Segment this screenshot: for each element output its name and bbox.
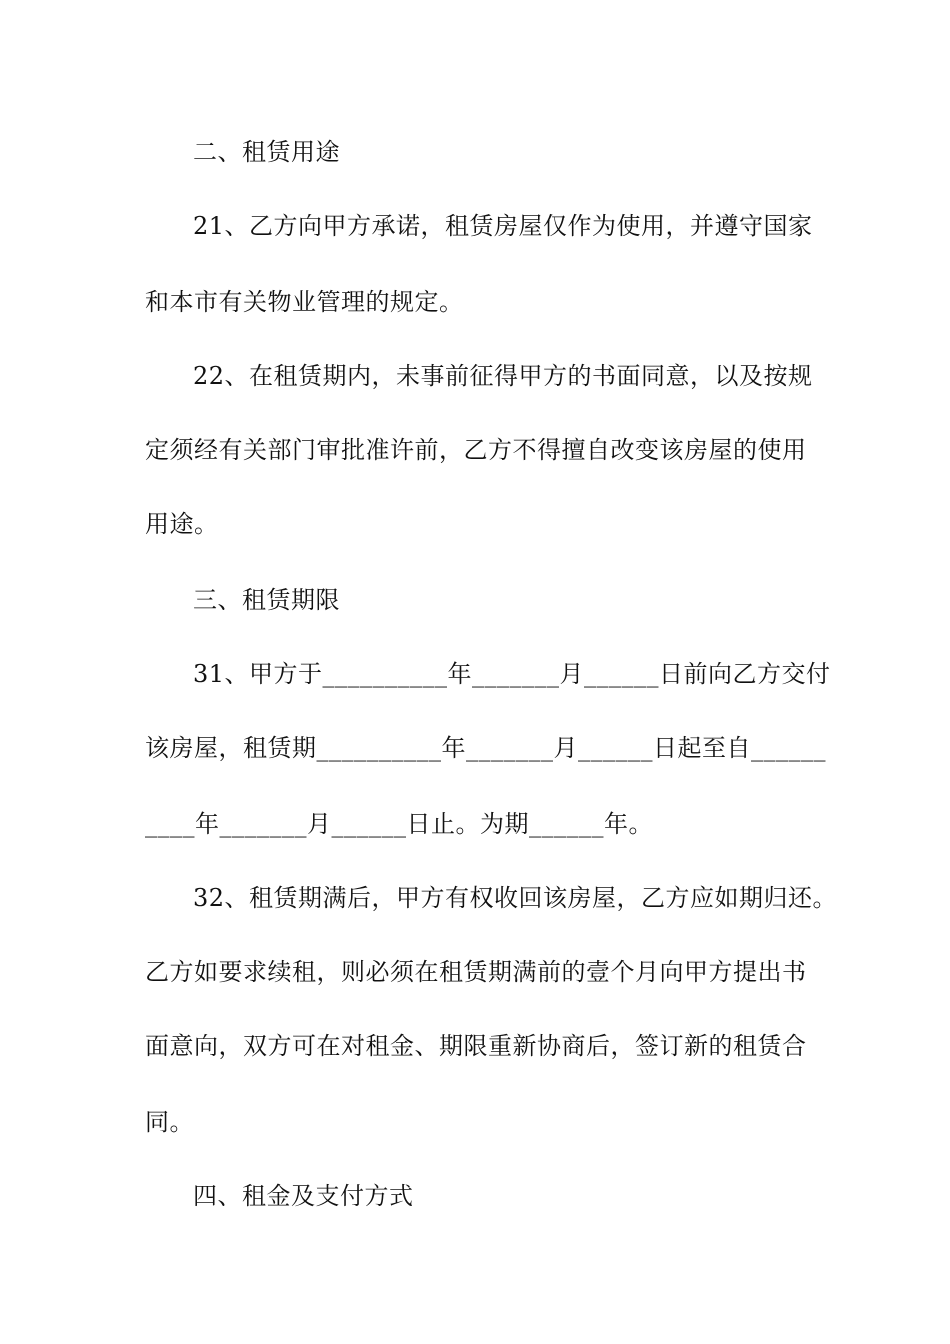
clause-21-line-1: 21、乙方向甲方承诺，租赁房屋仅作为使用，并遵守国家	[193, 212, 813, 240]
clause-31-line-3: ____年_______月______日止。为期______年。	[145, 810, 653, 838]
clause-32-line-4: 同。	[145, 1108, 194, 1136]
clause-32-line-2: 乙方如要求续租，则必须在租赁期满前的壹个月向甲方提出书	[145, 958, 807, 986]
clause-31-line-2: 该房屋，租赁期__________年_______月______日起至自______	[145, 734, 826, 762]
clause-22-line-3: 用途。	[145, 510, 219, 538]
clause-32-line-3: 面意向，双方可在对租金、期限重新协商后，签订新的租赁合	[145, 1032, 807, 1060]
section-heading-rent: 四、租金及支付方式	[193, 1182, 414, 1210]
clause-22-line-1: 22、在租赁期内，未事前征得甲方的书面同意，以及按规	[193, 362, 813, 390]
section-heading-usage: 二、租赁用途	[193, 138, 340, 166]
clause-32-line-1: 32、租赁期满后，甲方有权收回该房屋，乙方应如期归还。	[193, 884, 838, 912]
clause-22-line-2: 定须经有关部门审批准许前，乙方不得擅自改变该房屋的使用	[145, 436, 807, 464]
clause-21-line-2: 和本市有关物业管理的规定。	[145, 288, 464, 316]
clause-31-line-1: 31、甲方于__________年_______月______日前向乙方交付	[193, 660, 831, 688]
section-heading-term: 三、租赁期限	[193, 586, 340, 614]
